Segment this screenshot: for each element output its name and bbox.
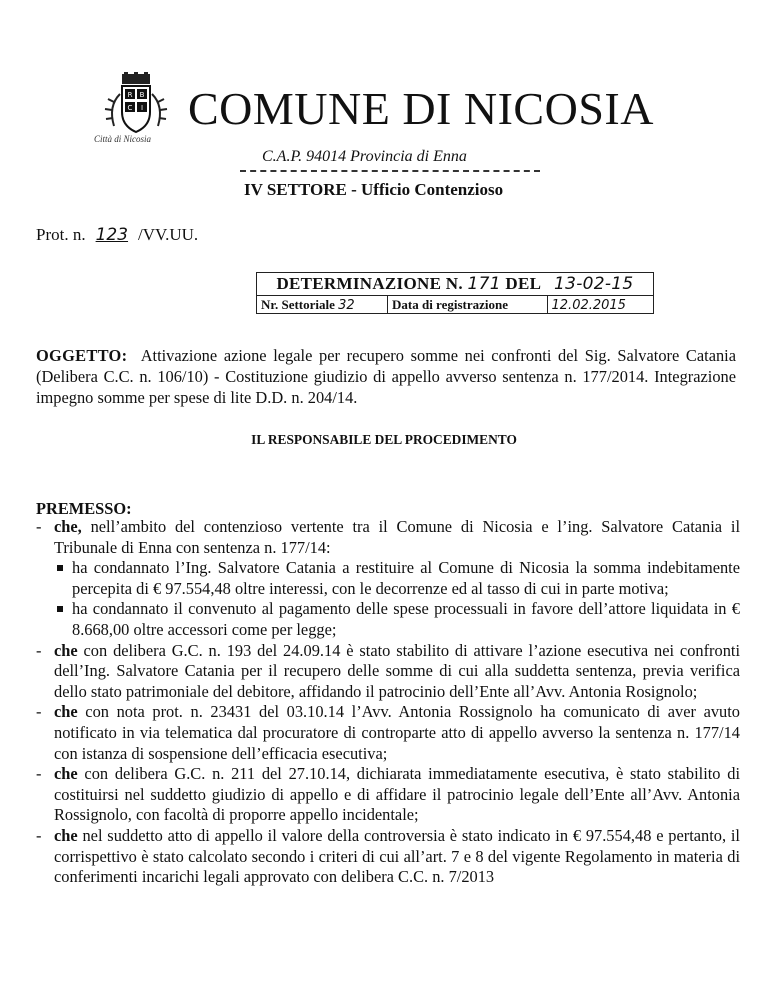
item-text: con nota prot. n. 23431 del 03.10.14 l’Avv. Antonia Rossignolo ha comunicato di aver avuto notificato in via telematica dal procuratore di controparte atto di appello avverso la sentenza n. 177/14 con istanza di sospensione dell’efficacia esecutiva;	[54, 702, 740, 763]
protocol-prefix: Prot. n.	[36, 225, 86, 244]
protocol-suffix: /VV.UU.	[138, 225, 199, 244]
premesso-item	[36, 764, 740, 826]
square-bullet-icon	[57, 565, 63, 571]
determinazione-date-handwritten: 13-02-15	[553, 274, 634, 294]
registrazione-value-cell	[547, 296, 653, 314]
item-text: nell’ambito del contenzioso vertente tra il Comune di Nicosia e l’ing. Salvatore Catania il Tribunale di Enna con sentenza n. 177/14:	[54, 517, 740, 557]
determinazione-label: DETERMINAZIONE N.	[276, 274, 463, 293]
premesso-subitem	[36, 599, 740, 640]
item-dash: -	[36, 702, 42, 722]
comune-title: COMUNE DI NICOSIA	[188, 83, 654, 134]
registrazione-value-handwritten: 12.02.2015	[551, 297, 626, 313]
oggetto-label: OGGETTO:	[36, 346, 128, 365]
svg-text:B: B	[139, 91, 145, 99]
oggetto-paragraph	[36, 345, 736, 408]
protocol-line	[36, 225, 198, 245]
item-dash: -	[36, 825, 42, 845]
item-lead: che	[54, 825, 78, 845]
premesso-item	[36, 641, 740, 703]
premesso-heading: PREMESSO:	[36, 499, 132, 518]
item-text: con delibera G.C. n. 211 del 27.10.14, dichiarata immediatamente esecutiva, è stato stabilito di costituirsi nel suddetto giudizio di appello e di affidare il patrocinio legale dell’Ente all’Avv. Antonia Rossignolo, con facoltà di proporre appello incidentale;	[54, 764, 740, 825]
item-lead: che	[54, 764, 78, 784]
svg-text:I: I	[140, 104, 144, 112]
subitem-text: ha condannato il convenuto al pagamento delle spese processuali in favore dell’attore liquidata in € 8.668,00 oltre accessori come per legge;	[72, 599, 740, 639]
crest-caption: Città di Nicosia	[94, 134, 152, 144]
item-dash: -	[36, 640, 42, 660]
determinazione-box	[256, 272, 654, 314]
registrazione-label: Data di registrazione	[392, 296, 509, 312]
settoriale-label: Nr. Settoriale	[261, 296, 335, 312]
premesso-list	[36, 517, 740, 888]
determinazione-header	[257, 273, 654, 296]
item-text: con delibera G.C. n. 193 del 24.09.14 è stato stabilito di attivare l’azione esecutiva nei confronti dell’Ing. Salvatore Catania per il recupero delle somme di cui alla suddetta sentenza, previa verifica dello stato patrimoniale del debitore, affidando il patrocinio dell’Ente all’Avv. Antonia Rosignolo;	[54, 640, 740, 701]
item-text: nel suddetto atto di appello il valore della controversia è stato indicato in € 97.554,48 e pertanto, il corrispettivo è stato calcolato secondo i criteri di cui all’art. 7 e 8 del vigente Regolamento in materia di conferimenti incarichi legali approvato con delibera C.C. n. 7/2013	[54, 825, 740, 887]
premesso-item	[36, 702, 740, 764]
svg-text:R: R	[127, 91, 133, 99]
settoriale-cell	[257, 296, 388, 314]
settoriale-value-handwritten: 32	[338, 297, 355, 313]
item-lead: che,	[54, 517, 82, 536]
settore-heading: IV SETTORE - Ufficio Contenzioso	[244, 180, 504, 199]
cap-province-line: C.A.P. 94014 Provincia di Enna	[262, 148, 467, 165]
determinazione-number-handwritten: 171	[467, 274, 501, 294]
del-label: DEL	[505, 274, 541, 293]
svg-text:C: C	[127, 104, 133, 112]
item-dash: -	[36, 517, 42, 536]
premesso-subitem	[36, 558, 740, 599]
item-lead: che	[54, 640, 78, 660]
item-dash: -	[36, 764, 42, 784]
subitem-text: ha condannato l’Ing. Salvatore Catania a restituire al Comune di Nicosia la somma indebitamente percepita di € 97.554,48 oltre interessi, con le decorrenze ed al tasso di cui in parte motiva;	[72, 558, 740, 598]
registrazione-label-cell	[388, 296, 548, 314]
premesso-item	[36, 826, 740, 888]
protocol-number-handwritten: 123	[95, 225, 129, 245]
square-bullet-icon	[57, 606, 63, 612]
oggetto-text: Attivazione azione legale per recupero somme nei confronti del Sig. Salvatore Catania (Delibera C.C. n. 106/10) - Costituzione giudizio di appello avverso sentenza n. 177/2014. Integrazione impegno somme per spese di lite D.D. n. 204/14.	[36, 346, 736, 407]
dashed-divider	[240, 170, 540, 172]
premesso-item	[36, 517, 740, 558]
responsabile-heading: IL RESPONSABILE DEL PROCEDIMENTO	[251, 432, 517, 447]
item-lead: che	[54, 702, 78, 722]
